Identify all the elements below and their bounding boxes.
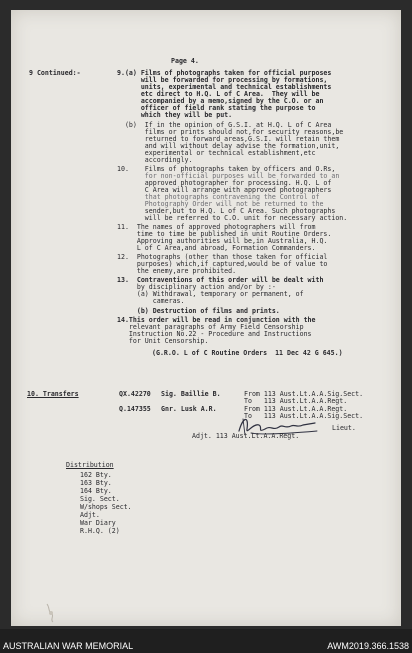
para-14-line: relevant paragraphs of Army Field Censorship — [117, 323, 304, 331]
para-9a-line: accompanied by a memo,signed by the C.O. or an — [117, 97, 324, 105]
para-13-line: by disciplinary action and/or by :- — [117, 283, 276, 291]
para-10-line: Photography Order will not be returned to the — [117, 200, 324, 208]
distribution-entry: 164 Bty. — [80, 487, 112, 495]
para-10-line: approved photographer for processing. H.Q. L of — [117, 179, 332, 187]
transfer-number: Q.147355 — [119, 405, 151, 413]
page-label: Page 4. — [171, 57, 199, 65]
para-11-line: 11. The names of approved photographers will from — [117, 223, 316, 231]
distribution-entry: 162 Bty. — [80, 471, 112, 479]
para-10-line: sender,but to H.Q. L of C Area. Such photographs — [117, 207, 336, 215]
para-10-line: will be referred to C.O. unit for necessary action. — [117, 214, 348, 222]
para-12-line: the enemy,are prohibited. — [117, 267, 237, 275]
transfer-to: To 113 Aust.Lt.A.A.Regt. — [244, 397, 348, 405]
para-9b-line: (b) If in the opinion of G.S.I. at H.Q. L of C Area — [117, 121, 332, 129]
signatory-rank: Lieut. — [332, 424, 356, 432]
para-14-line: for Unit Censorship. — [117, 337, 209, 345]
para-9a-line: which they will be put. — [117, 111, 233, 119]
para-10-line: C Area will arrange with approved photographers — [117, 186, 332, 194]
distribution-entry: Sig. Sect. — [80, 495, 120, 503]
transfer-number: QX.42270 — [119, 390, 151, 398]
para-13-line: (a) Withdrawal, temporary or permanent, of — [117, 290, 304, 298]
para-12-line: 12. Photographs (other than those taken for official — [117, 253, 328, 261]
transfer-rank-name: Sig. Baillie B. — [161, 390, 221, 398]
para-9a-line: etc direct to H.Q. L of C Area. They will be — [117, 90, 320, 98]
footer-institution: AUSTRALIAN WAR MEMORIAL — [3, 641, 134, 651]
para-14-line: 14.This order will be read in conjunction with the — [117, 316, 316, 324]
distribution-entry: 163 Bty. — [80, 479, 112, 487]
document-page — [11, 10, 401, 626]
transfer-from: From 113 Aust.Lt.A.A.Sig.Sect. — [244, 390, 364, 398]
para-9a-line: will be forwarded for processing by formations, — [117, 76, 328, 84]
para-10-line: 10. Films of photographs taken by officers and O.Rs, — [117, 165, 336, 173]
para-9a-line: units, experimental and technical establishments — [117, 83, 332, 91]
para-9a-line: officer of field rank stating the purpose to — [117, 104, 316, 112]
para-12-line: purposes) which,if captured,would be of value to — [117, 260, 328, 268]
section-10-heading: 10. Transfers — [27, 390, 79, 398]
para-11-line: Approving authorities will be,in Australia, H.Q. — [117, 237, 328, 245]
para-9b-line: returned to forward areas,G.S.I. will retain them — [117, 135, 340, 143]
para-13-line: cameras. — [117, 297, 185, 305]
distribution-entry: Adjt. — [80, 511, 100, 519]
para-10-line: for non-official purposes will be forwarded to an — [117, 172, 340, 180]
archive-footer — [0, 629, 412, 653]
para-13-line: (b) Destruction of films and prints. — [117, 307, 280, 315]
section-9-heading: 9 Continued:- — [29, 69, 81, 77]
paper-punch-mark — [41, 602, 61, 624]
para-11-line: L of C Area,and abroad, Formation Commanders. — [117, 244, 316, 252]
distribution-heading: Distribution — [66, 461, 114, 469]
para-13-line: 13. Contraventions of this order will be dealt with — [117, 276, 324, 284]
para-14-line: Instruction No.22 - Procedure and Instructions — [117, 330, 312, 338]
transfer-from: From 113 Aust.Lt.A.A.Regt. — [244, 405, 348, 413]
para-9b-line: and will without delay advise the formation,unit, — [117, 142, 340, 150]
distribution-entry: W/shops Sect. — [80, 503, 132, 511]
para-10-line: that photographs contravening the Control of — [117, 193, 320, 201]
signatory-appointment: Adjt. 113 Aust.Lt.A.A.Regt. — [192, 432, 300, 440]
para-9b-line: accordingly. — [117, 156, 193, 164]
distribution-entry: War Diary — [80, 519, 116, 527]
para-9b-line: experimental or technical establishment,etc — [117, 149, 316, 157]
transfer-to: To 113 Aust.Lt.A.A.Sig.Sect. — [244, 412, 364, 420]
para-9b-line: films or prints should not,for security reasons,be — [117, 128, 344, 136]
para-9a-line: 9.(a) Films of photographs taken for official purposes — [117, 69, 332, 77]
transfer-rank-name: Gnr. Lusk A.R. — [161, 405, 217, 413]
routine-order-reference: (G.R.O. L of C Routine Orders 11 Dec 42 G 645.) — [152, 349, 343, 357]
footer-accession-number: AWM2019.366.1538 — [327, 641, 409, 651]
distribution-entry: R.H.Q. (2) — [80, 527, 120, 535]
para-11-line: time to time be published in unit Routine Orders. — [117, 230, 332, 238]
